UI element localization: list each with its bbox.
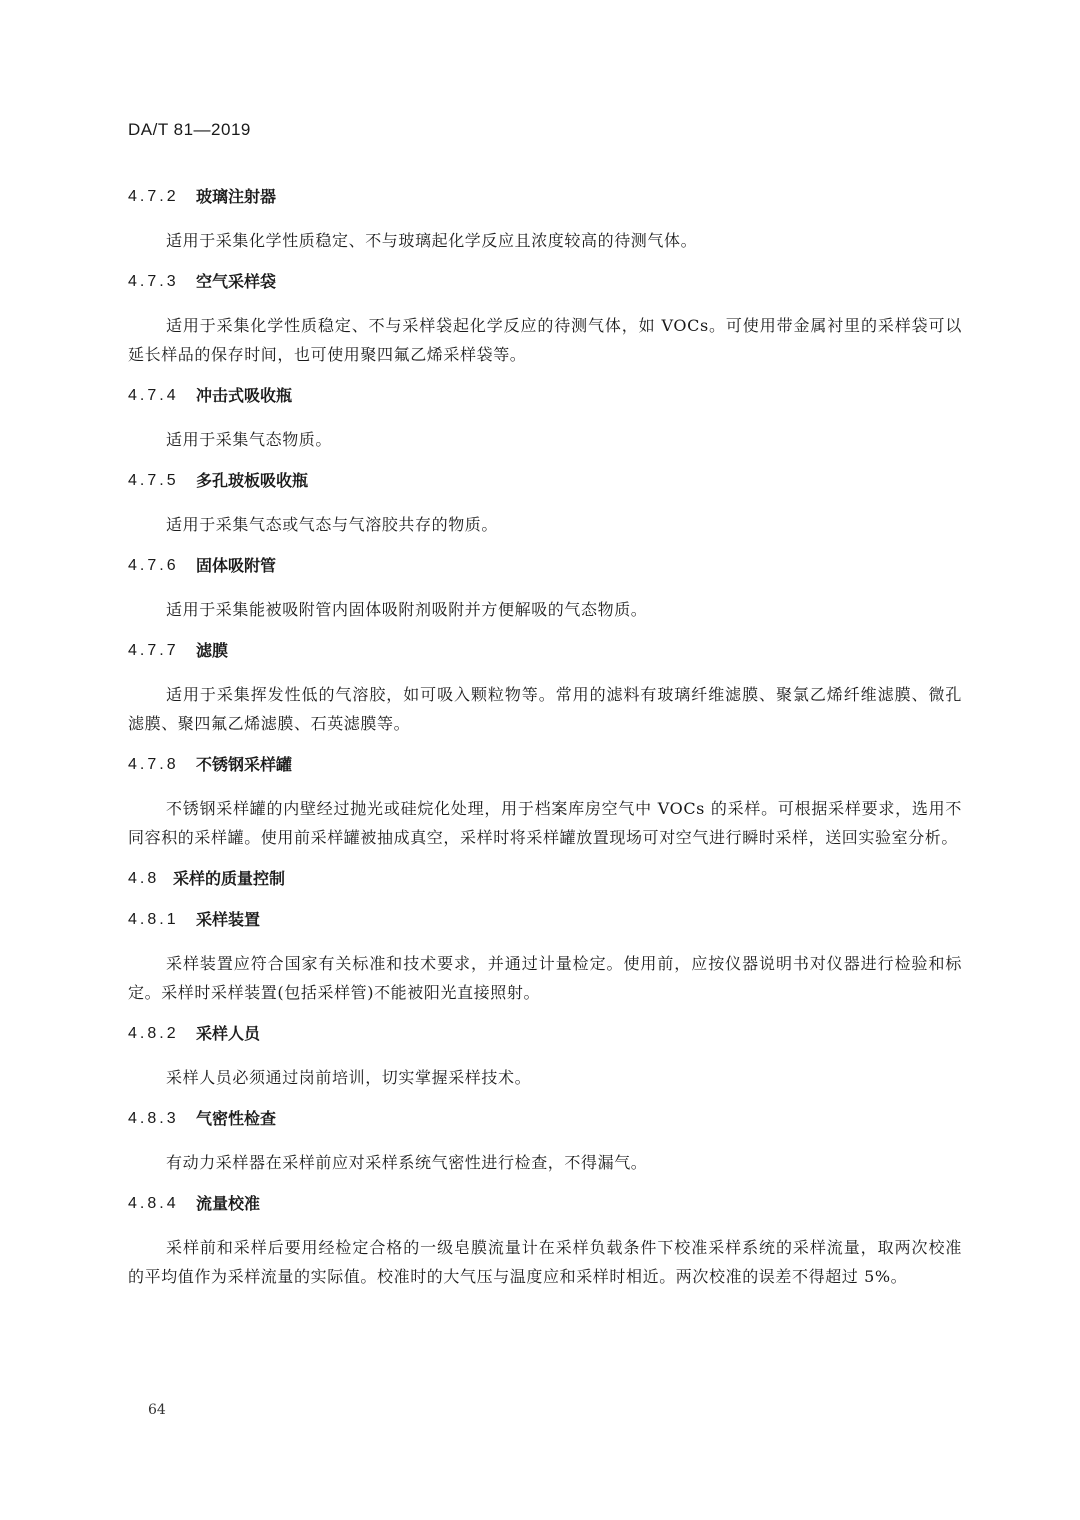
section-paragraph: 适用于采集能被吸附管内固体吸附剂吸附并方便解吸的气态物质。 [166, 600, 648, 619]
section-number: 4.8.4 [128, 1195, 179, 1212]
document-body [128, 183, 962, 1291]
section-heading-4-7-7 [128, 637, 962, 665]
section-title: 采样的质量控制 [173, 869, 286, 888]
section-heading-4-8 [128, 865, 962, 893]
section-paragraph: 采样装置应符合国家有关标准和技术要求，并通过计量检定。使用前，应按仪器说明书对仪器进行检验和标定。采样时采样装置(包括采样管)不能被阳光直接照射。 [128, 954, 962, 1002]
section-title: 冲击式吸收瓶 [196, 386, 293, 405]
section-paragraph: 适用于采集化学性质稳定、不与玻璃起化学反应且浓度较高的待测气体。 [166, 231, 698, 250]
section-title: 固体吸附管 [196, 556, 277, 575]
document-code: DA/T 81—2019 [128, 120, 251, 139]
section-paragraph: 适用于采集气态物质。 [166, 430, 333, 449]
section-heading-4-7-5 [128, 467, 962, 495]
section-heading-4-8-2 [128, 1020, 962, 1048]
section-number: 4.7.5 [128, 472, 179, 489]
section-heading-4-7-3 [128, 268, 962, 296]
section-paragraph: 有动力采样器在采样前应对采样系统气密性进行检查，不得漏气。 [166, 1153, 648, 1172]
section-number: 4.7.3 [128, 273, 179, 290]
section-paragraph: 适用于采集气态或气态与气溶胶共存的物质。 [166, 515, 499, 534]
section-heading-4-7-6 [128, 552, 962, 580]
section-paragraph: 不锈钢采样罐的内壁经过抛光或硅烷化处理，用于档案库房空气中 VOCs 的采样。可根据采样要求，选用不同容积的采样罐。使用前采样罐被抽成真空，采样时将采样罐放置现场可对空气进行瞬时采样，送回实验室分析。 [128, 799, 962, 847]
section-title: 气密性检查 [196, 1109, 277, 1128]
section-paragraph: 采样前和采样后要用经检定合格的一级皂膜流量计在采样负载条件下校准采样系统的采样流量，取两次校准的平均值作为采样流量的实际值。校准时的大气压与温度应和采样时相近。两次校准的误差不得超过 5%。 [128, 1238, 962, 1286]
section-number: 4.8 [128, 870, 160, 887]
section-title: 滤膜 [196, 641, 229, 660]
section-heading-4-7-8 [128, 751, 962, 779]
section-number: 4.8.2 [128, 1025, 179, 1042]
section-number: 4.8.1 [128, 911, 179, 928]
section-title: 采样人员 [196, 1024, 261, 1043]
section-heading-4-8-4 [128, 1190, 962, 1218]
section-title: 流量校准 [196, 1194, 261, 1213]
section-heading-4-8-1 [128, 906, 962, 934]
page-number: 64 [148, 1402, 166, 1418]
section-number: 4.7.8 [128, 756, 179, 773]
section-heading-4-7-4 [128, 382, 962, 410]
section-paragraph: 适用于采集挥发性低的气溶胶，如可吸入颗粒物等。常用的滤料有玻璃纤维滤膜、聚氯乙烯纤维滤膜、微孔滤膜、聚四氟乙烯滤膜、石英滤膜等。 [128, 685, 962, 733]
section-heading-4-7-2 [128, 183, 962, 211]
section-number: 4.8.3 [128, 1110, 179, 1127]
section-number: 4.7.6 [128, 557, 179, 574]
section-paragraph: 采样人员必须通过岗前培训，切实掌握采样技术。 [166, 1068, 532, 1087]
section-number: 4.7.2 [128, 188, 179, 205]
section-number: 4.7.7 [128, 642, 179, 659]
section-title: 不锈钢采样罐 [196, 755, 293, 774]
section-title: 多孔玻板吸收瓶 [196, 471, 309, 490]
section-title: 玻璃注射器 [196, 187, 277, 206]
section-title: 空气采样袋 [196, 272, 277, 291]
section-heading-4-8-3 [128, 1105, 962, 1133]
section-title: 采样装置 [196, 910, 261, 929]
section-number: 4.7.4 [128, 387, 179, 404]
section-paragraph: 适用于采集化学性质稳定、不与采样袋起化学反应的待测气体，如 VOCs。可使用带金属衬里的采样袋可以延长样品的保存时间，也可使用聚四氟乙烯采样袋等。 [128, 316, 962, 364]
